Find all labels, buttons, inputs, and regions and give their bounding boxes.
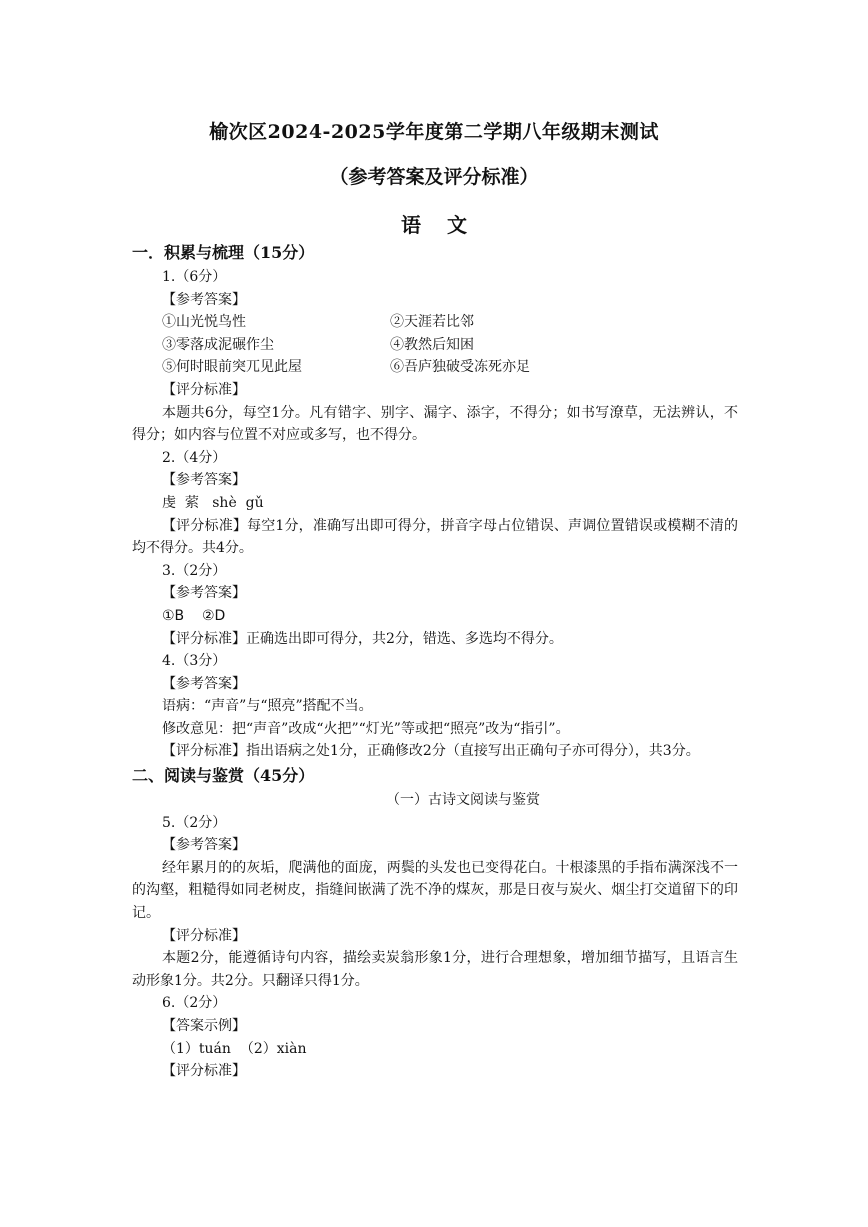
criteria-label: 【评分标准】 — [162, 381, 246, 398]
answer-label: 【参考答案】 — [162, 472, 246, 489]
section-heading-2: 二、阅读与鉴赏（45分） — [132, 766, 315, 786]
answer-text: 修改意见：把“声音”改成“火把”“灯光”等或把“照亮”改为“指引”。 — [162, 720, 570, 737]
answer-item: ①山光悦鸟性 — [162, 314, 246, 331]
criteria-text: 【评分标准】每空1分，准确写出即可得分，拼音字母占位错误、声调位置错误或模糊不清的均不得分。共4分。 — [132, 517, 738, 557]
subsection-heading: （一）古诗文阅读与鉴赏 — [386, 792, 540, 809]
answer-label: 【参考答案】 — [162, 837, 246, 854]
answer-content — [132, 240, 738, 1083]
criteria-text: 本题2分，能遵循诗句内容，描绘卖炭翁形象1分，进行合理想象，增加细节描写，且语言生动形象1分。共2分。只翻译只得1分。 — [132, 950, 738, 989]
answer-label: 【参考答案】 — [162, 291, 246, 308]
question-number: 6.（2分） — [162, 995, 227, 1012]
question-number: 5.（2分） — [162, 814, 227, 831]
section-heading-1: 一．积累与梳理（15分） — [132, 243, 315, 262]
question-number: 1.（6分） — [162, 269, 227, 285]
answer-item: ⑥吾庐独破受冻死亦足 — [390, 359, 530, 376]
answer-text: 虔 萦 shè gǔ — [162, 494, 264, 511]
answer-text: 语病：“声音”与“照亮”搭配不当。 — [162, 698, 373, 715]
answer-text: 经年累月的的灰垢，爬满他的面庞，两鬓的头发也已变得花白。十根漆黑的手指布满深浅不一的沟壑，粗糙得如同老树皮，指缝间嵌满了洗不净的煤灰，那是日夜与炭火、烟尘打交道留下的印记。 — [132, 859, 738, 922]
answer-row — [132, 311, 738, 334]
question-number: 4.（3分） — [162, 653, 227, 670]
document-title: 榆次区2024-2025学年度第二学期八年级期末测试 — [209, 121, 659, 143]
answer-label: 【参考答案】 — [162, 675, 246, 692]
criteria-label: 【评分标准】 — [162, 927, 246, 944]
criteria-text: 本题共6分，每空1分。凡有错字、别字、漏字、添字，不得分；如书写潦草，无法辨认，不得分；如内容与位置不对应或多写，也不得分。 — [132, 404, 738, 444]
answer-text: （1）tuán （2）xiàn — [162, 1040, 307, 1057]
criteria-label: 【评分标准】 — [162, 1063, 246, 1080]
answer-text: ①B ②D — [162, 607, 226, 624]
answer-row — [132, 334, 738, 357]
subject-title: 语文 — [401, 213, 493, 237]
answer-item: ③零落成泥碾作尘 — [162, 336, 274, 353]
answer-label: 【参考答案】 — [162, 585, 246, 602]
question-number: 3.（2分） — [162, 562, 227, 579]
criteria-text: 【评分标准】正确选出即可得分，共2分，错选、多选均不得分。 — [162, 630, 563, 647]
question-number: 2.（4分） — [162, 449, 227, 466]
answer-row — [132, 356, 738, 379]
answer-item: ④教然后知困 — [390, 336, 474, 353]
criteria-text: 【评分标准】指出语病之处1分，正确修改2分（直接写出正确句子亦可得分），共3分。 — [162, 743, 700, 760]
document-subtitle: （参考答案及评分标准） — [329, 166, 539, 188]
answer-item: ②天涯若比邻 — [390, 314, 474, 331]
answer-item: ⑤何时眼前突兀见此屋 — [162, 359, 302, 376]
answer-label: 【答案示例】 — [162, 1018, 246, 1034]
